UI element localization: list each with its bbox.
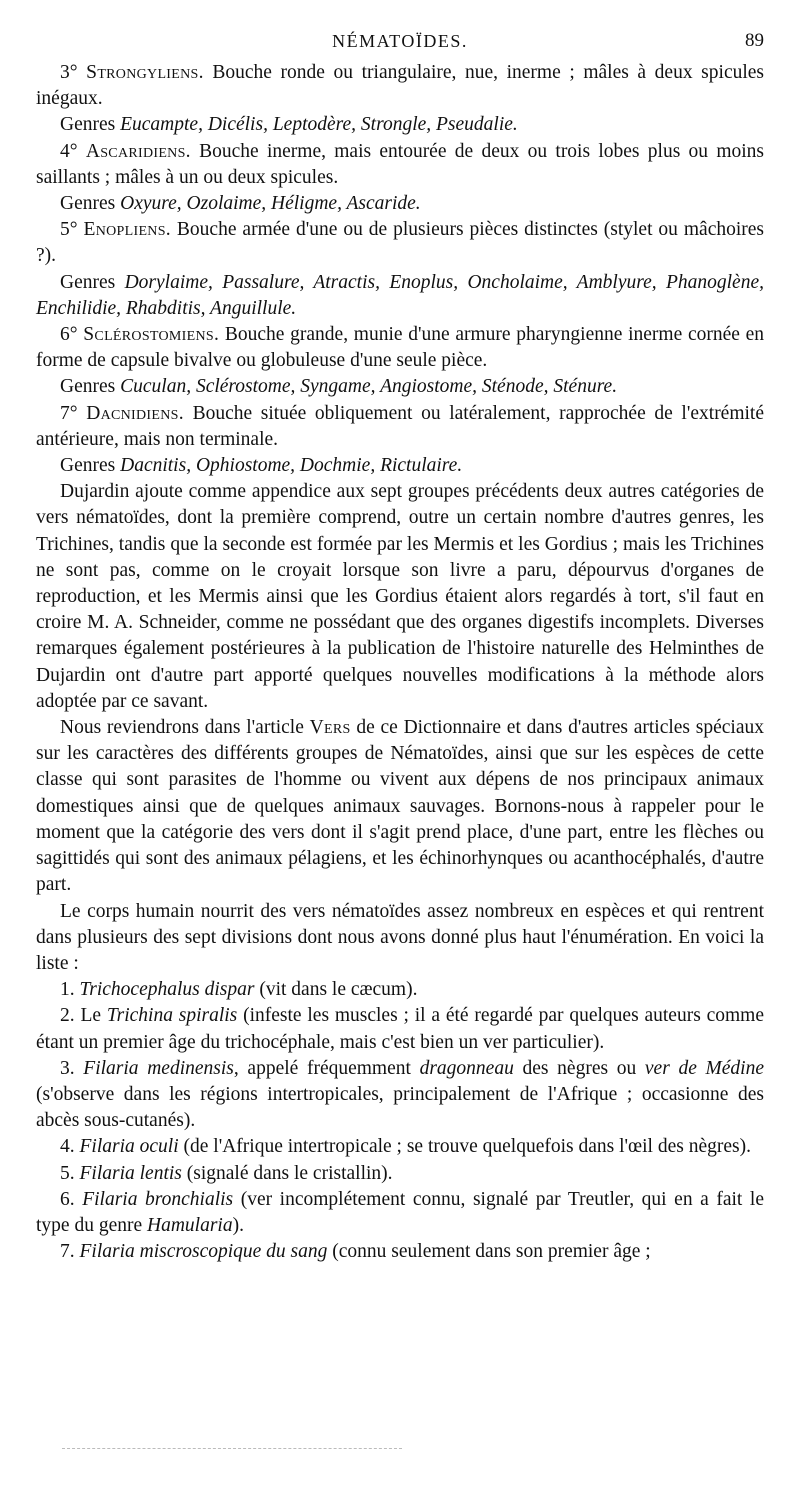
species-name: Filaria lentis bbox=[79, 1162, 182, 1184]
species-name: Filaria bronchialis bbox=[82, 1188, 234, 1210]
list-number: 4. bbox=[60, 1136, 80, 1158]
paragraph-dujardin: Dujardin ajoute comme appendice aux sept groupes précédents deux autres catégories de vers nématoïdes, dont la première comprend, outre un certain nombre d'autres genres, les Trichines, tandis que la seconde est formée par les Mermis et les Gordius ; mais les Trichines ne sont pas, comme on le croyait lorsque son livre a paru, dépourvus d'organes de reproduction, et les Mermis ainsi que les Gordius étaient alors regardés à tort, s'il faut en croire M. A. Schneider, comme ne possédant que des organes digestifs incomplets. Diverses remarques également postérieures à la publication de l'histoire naturelle des Helminthes de Dujardin ont d'autre part apporté quelques nouvelles modifications à la méthode alors adoptée par ce savant. bbox=[36, 481, 764, 712]
list-item bbox=[36, 1003, 764, 1055]
text-run: Le bbox=[80, 1005, 107, 1027]
genera-strongyliens bbox=[36, 112, 764, 138]
list-number: 6. bbox=[60, 1188, 83, 1210]
genera-list: Dorylaime, Passalure, Atractis, Enoplus, Oncholaime, Amblyure, Phanoglène, Enchilidie, Rhabditis, Anguillule. bbox=[36, 271, 764, 319]
group-description: Bouche armée d'une ou de plusieurs pièces distinctes (stylet ou mâchoires ?). bbox=[36, 219, 765, 267]
species-name: Trichina spiralis bbox=[106, 1005, 238, 1027]
group-description: Bouche ronde ou triangulaire, nue, inerme ; mâles à deux spicules inégaux. bbox=[36, 62, 765, 110]
text-run: ). bbox=[232, 1214, 244, 1236]
list-item bbox=[36, 1134, 764, 1160]
article-reference: Vers bbox=[309, 717, 351, 739]
genera-sclerostomiens bbox=[36, 374, 764, 400]
text-run: Nous reviendrons dans l'article bbox=[60, 717, 310, 739]
genera-list: Eucampte, Dicélis, Leptodère, Strongle, Pseudalie. bbox=[120, 114, 518, 136]
text-run: (s'observe dans les régions intertropicales, principalement de l'Afrique ; occasionne des abcès sous-cutanés). bbox=[36, 1083, 764, 1132]
genera-label: Genres bbox=[60, 193, 121, 215]
list-item bbox=[36, 1161, 764, 1187]
group-name: Enopliens. bbox=[83, 219, 171, 241]
group-dacnidiens bbox=[36, 401, 764, 453]
text-run: (ver incomplétement connu, signalé par Treutler, qui en a fait le type du genre bbox=[36, 1188, 764, 1236]
species-name: Filaria medinensis bbox=[83, 1057, 234, 1079]
text-run: (infeste les muscles ; il a été regardé par quelques auteurs comme étant un premier âge du trichocéphale, mais c'est bien un ver particulier). bbox=[36, 1005, 765, 1053]
species-name: Filaria miscroscopique du sang bbox=[79, 1241, 328, 1263]
group-ascaridiens bbox=[36, 139, 764, 191]
genera-label: Genres bbox=[60, 376, 121, 398]
genera-list: Oxyure, Ozolaime, Héligme, Ascaride. bbox=[120, 193, 421, 215]
text-run: (vit dans le cæcum). bbox=[254, 979, 418, 1001]
group-name: Strongyliens. bbox=[86, 62, 204, 83]
genera-ascaridiens bbox=[36, 191, 764, 217]
group-name: Sclérostomiens. bbox=[83, 324, 220, 346]
list-number: 3. bbox=[60, 1057, 84, 1079]
text-run: de ce Dictionnaire et dans d'autres articles spéciaux sur les caractères des différents groupes de Nématoïdes, ainsi que sur les espèces de cette classe qui sont parasites de l'homme ou vivent aux dépens de nos principaux animaux domestiques ainsi que de quelques animaux sauvages. Bornons-nous à rappeler pour le moment que la catégorie des vers dont il s'agit prend place, d'une part, entre les flèches ou sagittidés qui sont des animaux pélagiens, et les échinorhynques ou acanthocéphalés, d'autre part. bbox=[36, 717, 764, 896]
running-title: NÉMATOÏDES. bbox=[332, 31, 468, 51]
group-strongyliens bbox=[36, 60, 764, 112]
group-number: 5° bbox=[60, 219, 78, 241]
species-name: Filaria oculi bbox=[79, 1136, 179, 1158]
text-run: (signalé dans le cristallin). bbox=[181, 1162, 393, 1184]
document-page bbox=[36, 28, 764, 1265]
list-number: 7. bbox=[60, 1241, 80, 1263]
list-number: 1. bbox=[60, 979, 80, 1001]
genus-name: Hamularia bbox=[147, 1214, 233, 1236]
text-run: des nègres ou bbox=[513, 1057, 645, 1079]
list-number: 2. bbox=[60, 1005, 81, 1027]
running-header bbox=[36, 28, 764, 56]
genera-label: Genres bbox=[60, 271, 125, 293]
list-item bbox=[36, 1187, 764, 1239]
parasite-list bbox=[36, 977, 764, 1265]
genera-list: Cuculan, Sclérostome, Syngame, Angiostome, Sténode, Sténure. bbox=[120, 376, 618, 398]
genera-list: Dacnitis, Ophiostome, Dochmie, Rictulaire. bbox=[120, 455, 463, 477]
list-item bbox=[36, 1056, 764, 1135]
common-name: ver de Médine bbox=[644, 1057, 764, 1079]
group-enopliens bbox=[36, 217, 764, 269]
paragraph-corps-humain: Le corps humain nourrit des vers nématoïdes assez nombreux en espèces et qui rentrent dans plusieurs des sept divisions dont nous avons donné plus haut l'énumération. En voici la liste : bbox=[36, 900, 764, 974]
list-item bbox=[36, 977, 764, 1003]
group-number: 4° bbox=[60, 140, 78, 162]
text-run: (de l'Afrique intertropicale ; se trouve quelquefois dans l'œil des nègres). bbox=[178, 1136, 751, 1158]
list-item bbox=[36, 1239, 764, 1265]
text-run: (connu seulement dans son premier âge ; bbox=[327, 1241, 651, 1263]
group-sclerostomiens bbox=[36, 322, 764, 374]
group-description: Bouche grande, munie d'une armure pharyngienne inerme cornée en forme de capsule bivalve ou globuleuse d'une seule pièce. bbox=[36, 324, 765, 372]
faint-footer-rule bbox=[62, 1448, 402, 1449]
paragraph-vers bbox=[36, 715, 764, 898]
group-number: 3° bbox=[60, 62, 78, 83]
genera-label: Genres bbox=[60, 114, 121, 136]
page-number: 89 bbox=[745, 30, 764, 51]
genera-dacnidiens bbox=[36, 453, 764, 479]
group-name: Ascaridiens. bbox=[85, 140, 191, 162]
group-name: Dacnidiens. bbox=[86, 402, 184, 424]
species-name: Trichocephalus dispar bbox=[79, 979, 255, 1001]
list-number: 5. bbox=[60, 1162, 80, 1184]
group-description: Bouche inerme, mais entourée de deux ou trois lobes plus ou moins saillants ; mâles à un ou deux spicules. bbox=[36, 140, 765, 188]
group-number: 7° bbox=[60, 402, 78, 424]
group-description: Bouche située obliquement ou latéralement, rapprochée de l'extrémité antérieure, mais non terminale. bbox=[36, 402, 764, 450]
genera-label: Genres bbox=[60, 455, 121, 477]
genera-enopliens bbox=[36, 270, 764, 322]
common-name: dragonneau bbox=[419, 1057, 514, 1079]
text-run: , appelé fréquemment bbox=[233, 1057, 420, 1079]
group-number: 6° bbox=[60, 324, 78, 346]
